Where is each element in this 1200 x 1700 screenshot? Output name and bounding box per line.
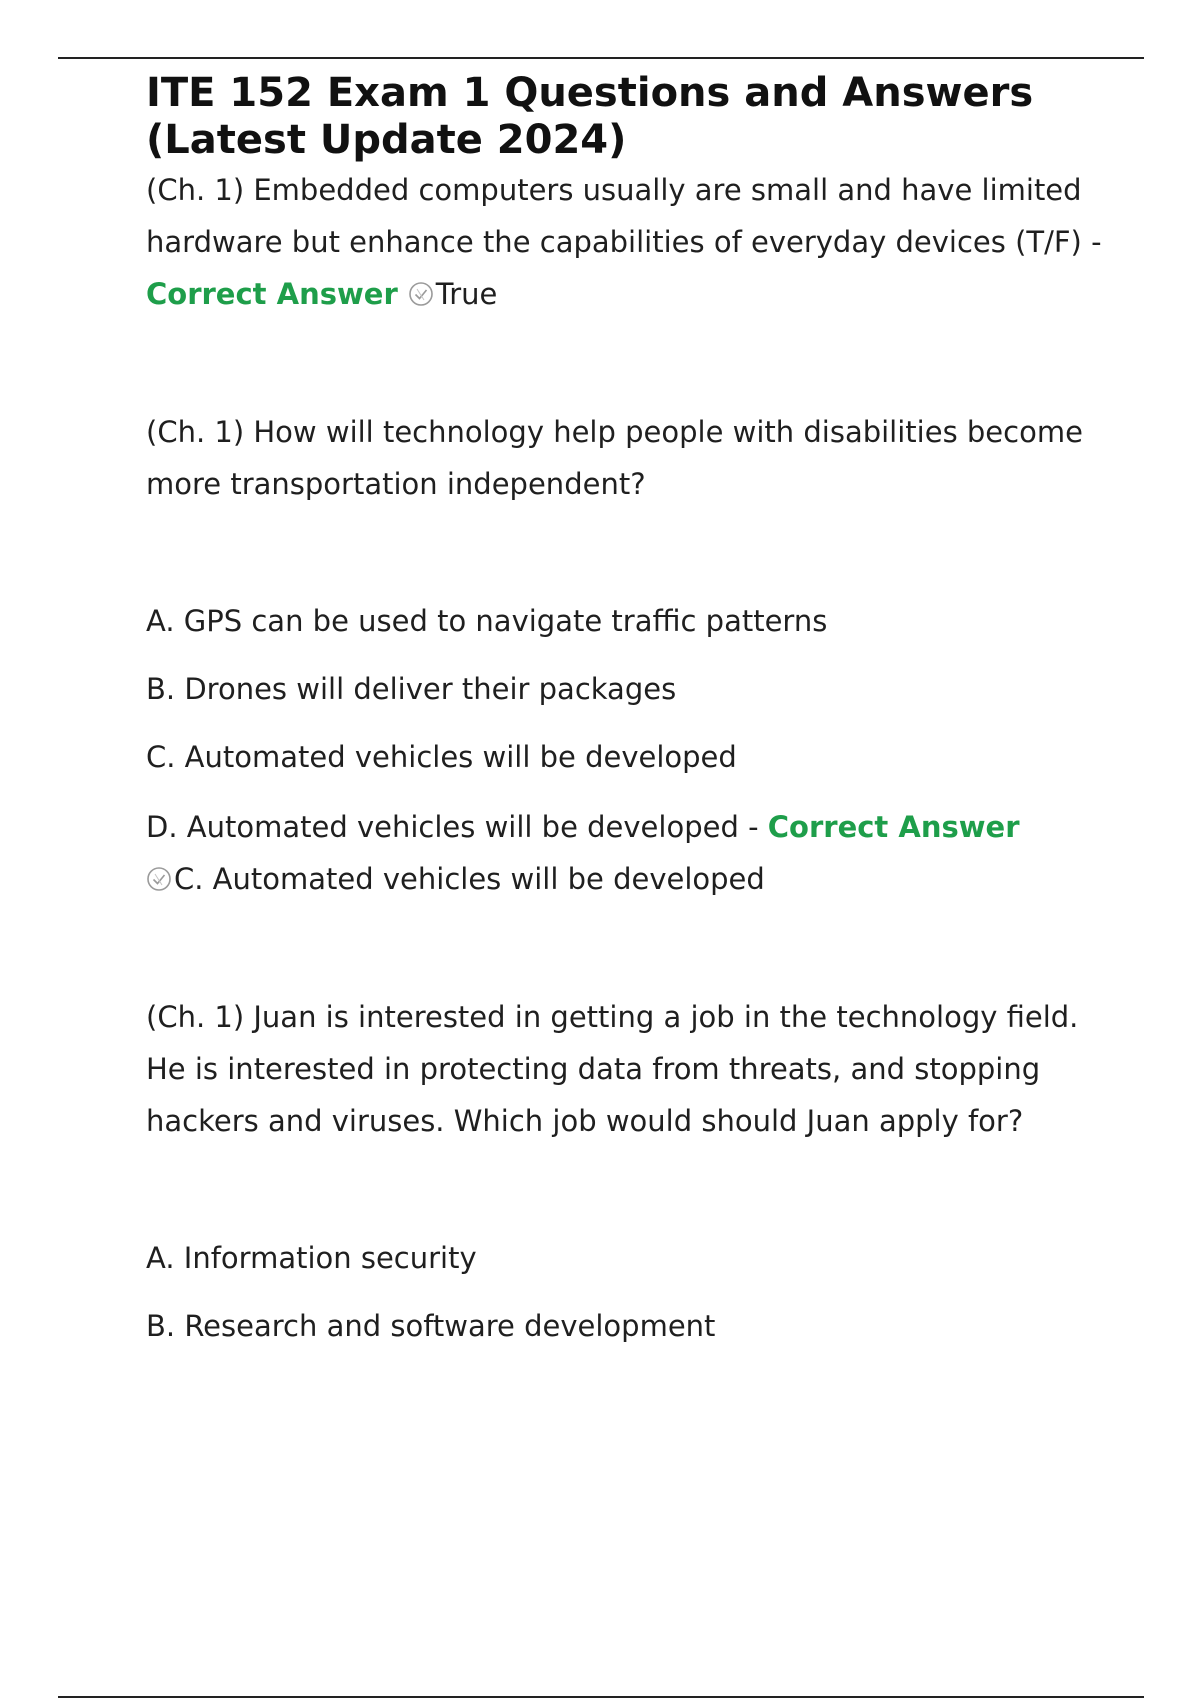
question-1-text: (Ch. 1) Embedded computers usually are small and have limited hardware but enhance the capabilities of everyday devices (T/F) - — [146, 173, 1102, 259]
correct-answer-label: Correct Answer — [767, 810, 1020, 844]
question-2-option-c: C. Automated vehicles will be developed — [146, 740, 737, 774]
document-body — [146, 70, 1106, 1352]
question-3-option-b: B. Research and software development — [146, 1309, 716, 1343]
bottom-rule — [58, 1696, 1144, 1698]
question-2: (Ch. 1) How will technology help people with disabilities become more transportation independent? — [146, 415, 1083, 501]
question-2-option-d-text: D. Automated vehicles will be developed - — [146, 810, 768, 844]
correct-answer-label: Correct Answer — [146, 277, 398, 311]
question-2-answer: C. Automated vehicles will be developed — [174, 862, 765, 896]
document-title: ITE 152 Exam 1 Questions and Answers (Latest Update 2024) — [146, 70, 1034, 163]
top-rule — [58, 57, 1144, 59]
question-3: (Ch. 1) Juan is interested in getting a job in the technology field. He is interested in protecting data from threats, and stopping hackers and viruses. Which job would should Juan apply for? — [146, 1000, 1079, 1138]
question-3-option-a: A. Information security — [146, 1241, 477, 1275]
check-circle-icon — [408, 281, 434, 307]
check-circle-icon — [146, 866, 172, 892]
question-2-option-d — [146, 801, 1106, 905]
question-2-option-b: B. Drones will deliver their packages — [146, 672, 677, 706]
question-1-answer: True — [435, 277, 498, 311]
question-2-option-a: A. GPS can be used to navigate traffic patterns — [146, 604, 828, 638]
question-1 — [146, 164, 1106, 320]
